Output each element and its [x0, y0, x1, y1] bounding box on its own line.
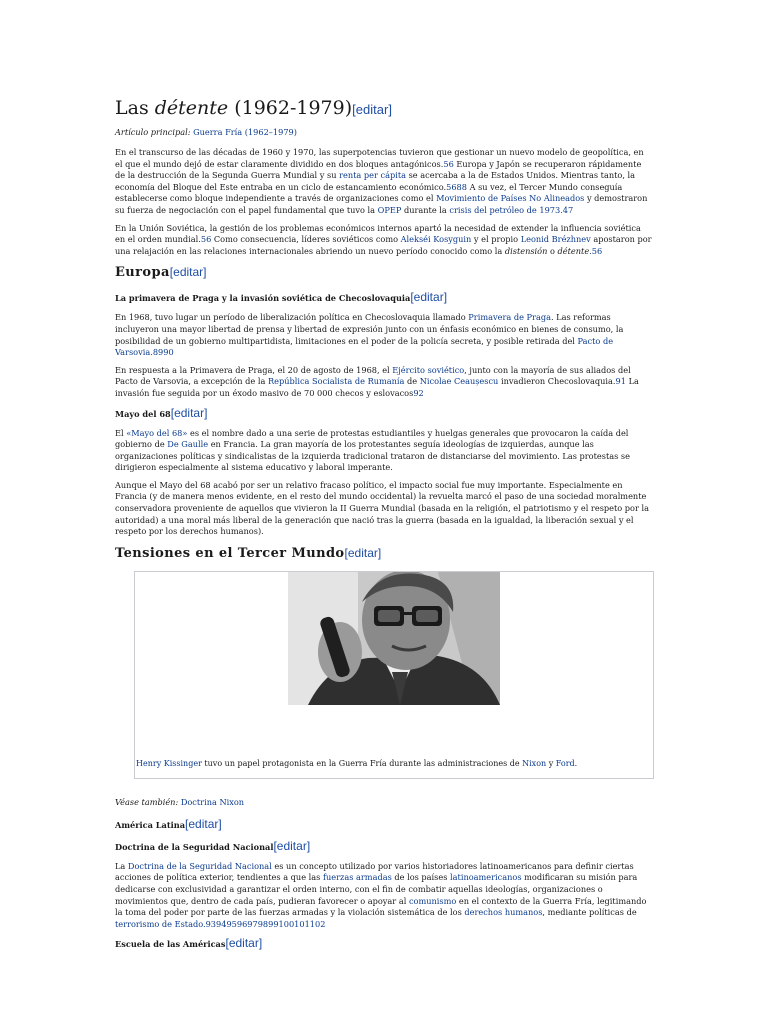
subsection-heading-mayo68 — [115, 406, 653, 422]
link-terrorismo-estado[interactable]: terrorismo de Estado — [115, 918, 203, 929]
text: en el contexto de la Guerra Fría, legitimando la toma del poder por parte de las fuerzas armadas y la violación sistemática de los — [115, 895, 647, 918]
text: La invasión fue seguida por un éxodo masivo de 70 000 checos y eslovacos — [115, 376, 639, 398]
text: y — [546, 758, 556, 768]
heading-text: Europa — [115, 265, 170, 281]
text: , junto con la mayoría de sus aliados del Pacto de Varsovia, a excepción de la — [115, 364, 631, 387]
text: durante la — [401, 204, 450, 215]
text: es el nombre dado a una serie de protestas estudiantiles y huelgas generales que provocaron la caída del gobierno de — [115, 427, 629, 450]
link-doctrina-seguridad[interactable]: Doctrina de la Seguridad Nacional — [127, 860, 272, 871]
heading-text: Mayo del 68 — [115, 408, 171, 419]
heading-italic-text: détente — [154, 97, 229, 119]
edit-link[interactable]: [ editar ] — [345, 546, 382, 560]
link-latinoamericanos[interactable]: latinoamericanos — [450, 872, 522, 883]
link-rumania[interactable]: República Socialista de Rumanía — [267, 376, 405, 387]
edit-link[interactable]: [ editar ] — [410, 290, 447, 304]
heading-text-years: (1962-1979) — [228, 97, 353, 119]
link-primavera-praga[interactable]: Primavera de Praga — [468, 312, 551, 323]
subsection-heading-praga — [115, 290, 653, 306]
link-brezhnev[interactable]: Leonid Brézhnev — [520, 234, 591, 245]
subsection-heading-america-latina — [115, 817, 653, 833]
link-comunismo[interactable]: comunismo — [408, 895, 457, 906]
hatnote-label: Véase también: — [115, 796, 181, 807]
text: en Francia. La gran mayoría de los protestantes seguía ideologías de izquierdas, aunque las organizaciones políticas y sindicalistas de la izquierda tradicional trataron de distanciarse del movimiento. Las protestas se dirigieron especialmente al sistema educativo y laboral imperante. — [115, 439, 630, 473]
text: La — [115, 860, 128, 871]
reference-link[interactable]: 56 — [200, 234, 212, 245]
reference-link[interactable]: .939495969798991001011 — [203, 918, 315, 929]
edit-link[interactable]: [ editar ] — [171, 406, 208, 420]
italic-text: distensión — [504, 245, 548, 256]
reference-link[interactable]: 02 — [315, 918, 326, 929]
text: invadieron Checoslovaquia. — [498, 376, 616, 387]
link-opep[interactable]: OPEP — [377, 204, 402, 215]
link-no-alineados[interactable]: Movimiento de Países No Alineados — [436, 193, 585, 204]
text: o — [547, 245, 558, 256]
subsection-heading-doctrina — [115, 839, 653, 855]
paragraph — [115, 147, 653, 217]
paragraph — [115, 428, 653, 474]
link-kosyguin[interactable]: Alekséi Kosyguin — [400, 234, 472, 245]
heading-text: Las — [115, 97, 155, 119]
text: En la Unión Soviética, la gestión de los problemas económicos internos apartó la necesidad de extender la influencia soviética en el orden mundial. — [115, 222, 641, 245]
reference-link[interactable]: 56 — [443, 158, 454, 169]
text: es un concepto utilizado por varios historiadores latinoamericanos para definir ciertas acciones de política exterior, tendientes a que las — [115, 860, 634, 883]
italic-text: détente — [557, 245, 590, 256]
paragraph — [115, 312, 653, 358]
image-caption — [136, 758, 652, 769]
text: El — [115, 427, 127, 438]
text: apostaron por una relajación en las relaciones internacionales abriendo un nuevo período conocido como la — [115, 234, 652, 256]
heading-text: América Latina — [115, 819, 186, 830]
edit-link[interactable]: [ editar ] — [185, 817, 222, 831]
link-de-gaulle[interactable]: De Gaulle — [167, 439, 209, 450]
paragraph — [115, 365, 653, 400]
reference-link[interactable]: .8990 — [150, 347, 174, 358]
heading-text: Escuela de las Américas — [115, 939, 226, 950]
heading-text: Tensiones en el Tercer Mundo — [115, 545, 345, 561]
subsection-heading-escuela-americas — [115, 936, 653, 952]
link-derechos-humanos[interactable]: derechos humanos — [464, 907, 543, 918]
link-pacto-varsovia[interactable]: Pacto de Varsovia — [115, 335, 614, 358]
kissinger-photo[interactable] — [288, 572, 500, 705]
edit-link[interactable]: [ editar ] — [170, 265, 207, 279]
article-content — [115, 96, 653, 958]
link-ejercito-sovietico[interactable]: Ejército soviético — [392, 364, 465, 375]
text: , mediante políticas de — [542, 907, 637, 918]
text: y el propio — [471, 234, 521, 245]
main-article-note — [115, 127, 653, 138]
text: y demostraron su fuerza de negociación con el papel fundamental que tuvo la — [115, 193, 648, 215]
paragraph: Aunque el Mayo del 68 acabó por ser un relativo fracaso político, el impacto social fue muy importante. Especialmente en Francia (y de manera menos evidente, en el resto del mundo occidental) la revuelta marcó el paso de una sociedad moralmente conservadora proveniente de aquellos que vivieron la II Guerra Mundial (basada en la religión, el patriotismo y el respeto por la autoridad) a una moral más liberal de la generación que nació tras la guerra (basada en la igualdad, la liberación sexual y el respeto por los derechos humanos). — [115, 479, 649, 537]
link-kissinger[interactable]: Henry Kissinger — [136, 758, 202, 768]
text: En el transcurso de las décadas de 1960 y 1970, las superpotencias tuvieron que gestionar un nuevo modelo de geopolítica, en el que el mundo dejó de estar claramente dividido en dos bloques antagónicos. — [115, 147, 644, 169]
section-heading-tercer-mundo — [115, 544, 653, 563]
link-mayo68[interactable]: «Mayo del 68» — [126, 427, 188, 438]
section-heading-europa — [115, 263, 653, 282]
text: de los países — [391, 872, 451, 883]
text: Como consecuencia, líderes soviéticos como — [211, 234, 401, 245]
text: En respuesta a la Primavera de Praga, el 20 de agosto de 1968, el — [115, 364, 393, 375]
text: . — [574, 758, 578, 768]
edit-link[interactable]: [ editar ] — [225, 936, 262, 950]
hatnote-label: Artículo principal: — [115, 127, 194, 137]
portrait-image — [288, 572, 500, 705]
text: se acercaba a la de Estados Unidos. Mientras tanto, la economía del Bloque del Este entraba en un ciclo de estancamiento económico. — [115, 170, 636, 192]
edit-link[interactable]: [ editar ] — [273, 839, 310, 853]
see-also-note — [115, 797, 653, 808]
paragraph — [115, 223, 653, 258]
text: . Las reformas incluyeron una mayor libertad de prensa y libertad de expresión junto con un énfasis económico en bienes de consumo, la posibilidad de un gobierno multipartidista, limitaciones en el poder de la policía secreta, y posible retirada del — [115, 312, 624, 346]
reference-link[interactable]: .56 — [589, 245, 603, 256]
link-crisis-petroleo[interactable]: crisis del petróleo de 1973 — [449, 204, 561, 215]
edit-link[interactable]: [ editar ] — [352, 102, 392, 117]
reference-link[interactable]: 91 — [615, 376, 626, 387]
link-ford[interactable]: Ford — [555, 758, 575, 768]
section-heading-detente — [115, 96, 653, 122]
reference-link[interactable]: 5688 — [446, 181, 467, 192]
text: Europa y Japón se recuperaron rápidamente de la destrucción de la Segunda Guerra Mundial y su — [115, 158, 642, 181]
main-article-link[interactable]: Guerra Fría (1962–1979) — [193, 127, 297, 137]
link-renta-per-capita[interactable]: renta per cápita — [339, 170, 406, 181]
link-fuerzas-armadas[interactable]: fuerzas armadas — [322, 872, 392, 883]
heading-text: Doctrina de la Seguridad Nacional — [115, 841, 274, 852]
text: de — [404, 376, 420, 387]
reference-link[interactable]: 92 — [413, 387, 424, 398]
text: A su vez, el Tercer Mundo conseguía establecerse como bloque independiente a través de organizaciones como el — [115, 181, 623, 204]
text: modificaran su misión para dedicarse con exclusividad a garantizar el orden interno, con el fin de combatir aquellas ideologías, organizaciones o movimientos que, dentro de cada país, pudieran favorecer o apoyar al — [115, 872, 638, 906]
paragraph — [115, 861, 653, 931]
text: tuvo un papel protagonista en la Guerra Fría durante las administraciones de — [201, 758, 523, 768]
heading-text: La primavera de Praga y la invasión soviética de Checoslovaquia — [115, 293, 411, 304]
text: En 1968, tuvo lugar un período de liberalización política en Checoslovaquia llamado — [115, 312, 469, 323]
link-doctrina-nixon[interactable]: Doctrina Nixon — [180, 796, 245, 807]
image-thumbnail — [134, 571, 654, 779]
link-ceausescu[interactable]: Nicolae Ceaușescu — [419, 376, 499, 387]
reference-link[interactable]: .47 — [560, 204, 574, 215]
link-nixon[interactable]: Nixon — [522, 758, 547, 768]
